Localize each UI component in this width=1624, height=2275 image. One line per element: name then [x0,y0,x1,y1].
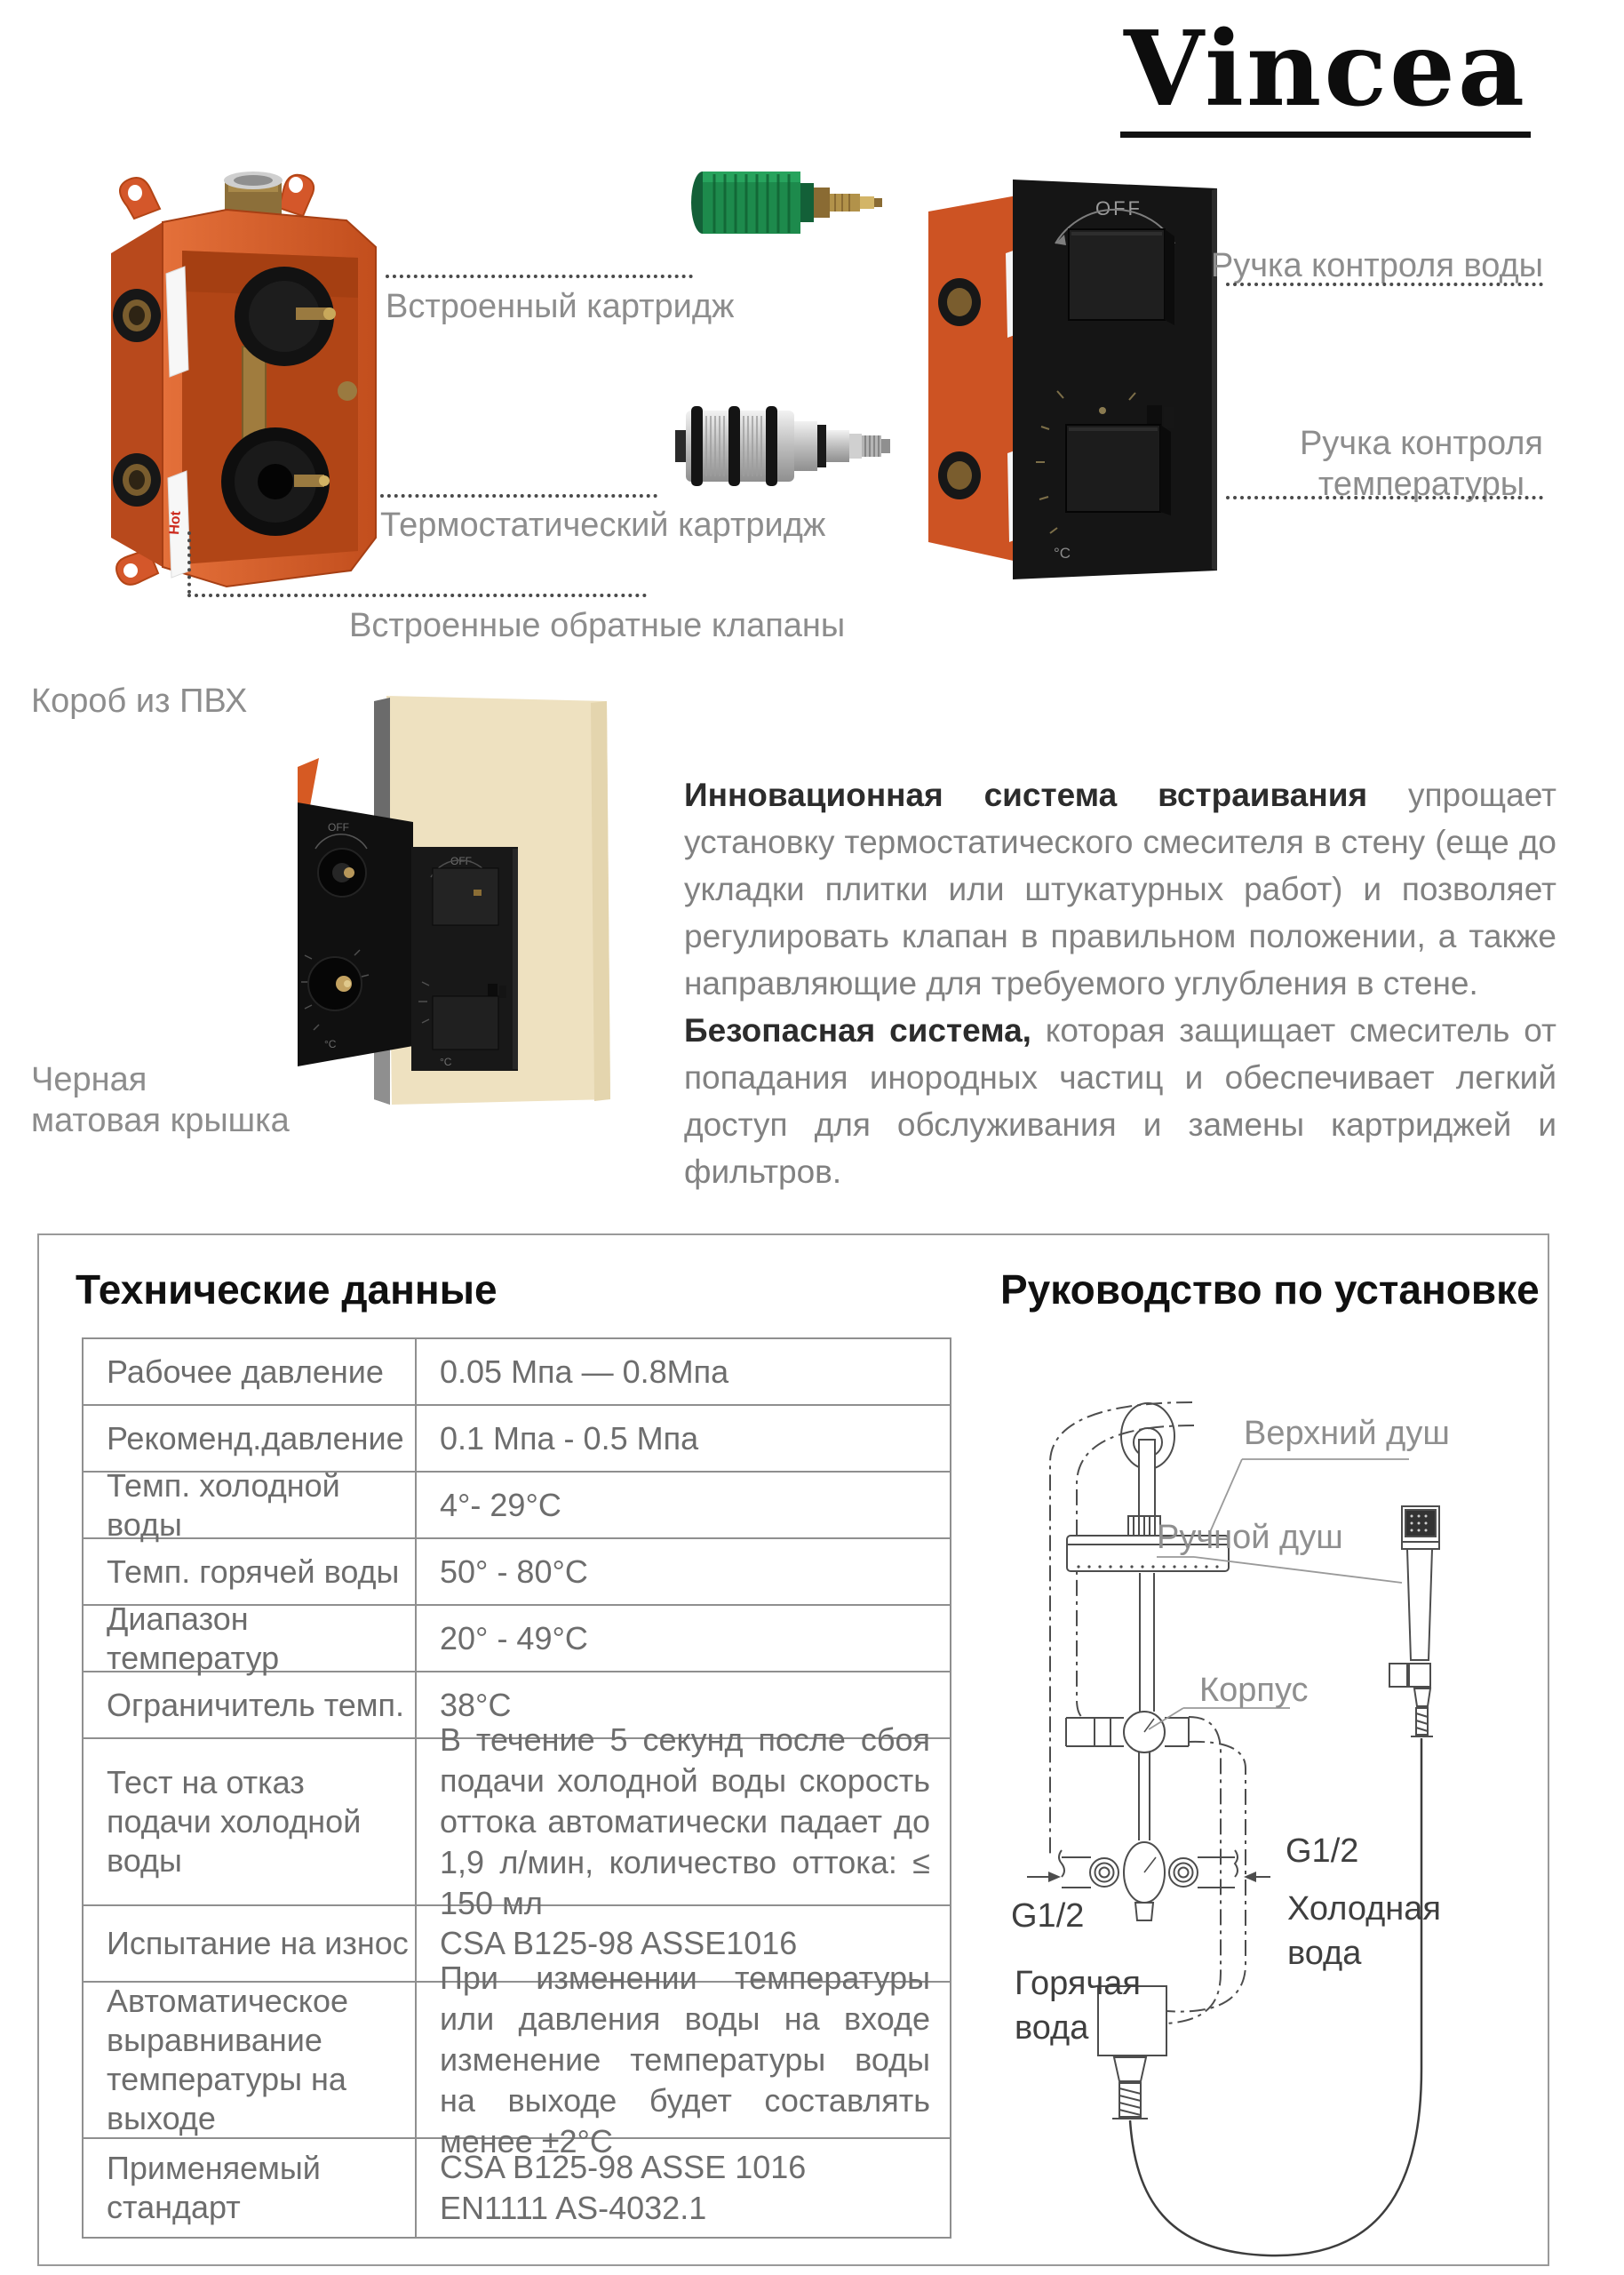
mixer-box-illustration [93,169,386,618]
spec-row [84,1600,950,1676]
label-hand-shower: Ручной душ [1157,1519,1343,1556]
label-g12-left: G1/2 [1011,1897,1085,1935]
svg-text:OFF: OFF [450,855,472,867]
spec-value: 4°- 29°C [440,1486,561,1523]
label-hot-water-1: Горячая [1015,1965,1141,2002]
spec-label: Тест на отказ подачи холодной воды [84,1739,417,1904]
brand-logo-underline [1120,132,1531,138]
spec-value: 20° - 49°C [440,1619,588,1656]
spec-value: При изменении температуры или давления воды на входе изменение температуры воды на выходе будет составлять менее ±2°C [440,1960,930,2159]
label-cold-water-2: вода [1287,1935,1362,1972]
label-thermostatic-cartridge: Термостатический картридж [380,507,826,544]
spec-value: 0.05 Мпа — 0.8Мпа [440,1353,729,1390]
spec-value: В течение 5 секунд после сбоя подачи холодной воды скорость оттока автоматически падает до 1,9 л/мин, количество оттока: ≤ 150 мл [440,1721,930,1921]
spec-label: Рекоменд.давление [84,1406,417,1471]
specs-title: Технические данные [76,1266,498,1313]
spec-label: Испытание на износ [84,1906,417,1981]
paragraph-safe-system: Безопасная система, которая защищает смеситель от попадания инородных частиц и обеспечивает легкий доступ для обслуживания и замены картриджей и фильтров. [684,1012,1556,1190]
spec-row [84,1960,950,2159]
spec-row [84,1339,950,1406]
leader-check-valves-vertical [187,531,191,594]
spec-label: Темп. горячей воды [84,1539,417,1604]
spec-label: Автоматическое выравнивание температуры на выходе [84,1983,417,2137]
built-in-cartridge-illustration [684,158,888,247]
exploded-install-illustration [298,689,617,1106]
paragraph-embedding-system: Инновационная система встраивания упрощает установку термостатического смесителя в стену (еще до укладки плитки или штукатурных работ) и позволяет регулировать клапан в правильном положении, а также направляющие для требуемого углубления в стене. [684,777,1556,1002]
spec-label: Диапазон температур [84,1606,417,1671]
label-g12-right: G1/2 [1286,1832,1359,1870]
svg-text:°C: °C [1054,545,1071,562]
spec-label: Темп. холодной воды [84,1473,417,1537]
installation-diagram [970,1351,1556,2266]
spec-row [84,1466,950,1543]
spec-label: Применяемый стандарт [84,2139,417,2237]
label-pvc-box: Короб из ПВХ [31,682,248,720]
spec-row [84,1539,950,1606]
svg-text:Hot: Hot [167,510,184,536]
svg-text:OFF: OFF [328,821,349,834]
svg-text:OFF: OFF [1095,197,1142,220]
description-text [684,771,1556,1195]
leader-check-valves [187,594,647,597]
label-cold-water-1: Холодная [1287,1890,1441,1928]
leader-thermostatic-cartridge [380,494,657,498]
installation-title: Руководство по установке [1000,1266,1540,1313]
spec-label: Ограничитель темп. [84,1672,417,1737]
svg-text:°C: °C [324,1038,337,1050]
spec-value: 0.1 Мпа - 0.5 Мпа [440,1419,699,1457]
label-matte-cover: Черная матовая крышка [31,1061,290,1139]
spec-value: CSA B125-98 ASSE 1016 EN1111 AS-4032.1 [440,2149,807,2226]
spec-row [84,1721,950,1921]
leader-built-in-cartridge [386,275,693,278]
label-hot-water-2: вода [1015,2009,1089,2047]
spec-value: 38°C [440,1686,512,1723]
label-built-in-cartridge: Встроенный картридж [386,288,735,325]
brand-logo: Vincea [1124,9,1527,130]
leader-water-handle [1226,283,1543,286]
label-body: Корпус [1199,1672,1309,1709]
leader-temp-handle [1226,496,1543,499]
spec-row [84,2139,950,2237]
label-check-valves: Встроенные обратные клапаны [349,607,846,644]
spec-value: 50° - 80°C [440,1553,588,1590]
label-temp-handle: Ручка контроля температуры [1299,425,1543,503]
control-panel-illustration [924,169,1226,582]
thermostatic-cartridge-illustration [673,384,904,508]
label-water-handle: Ручка контроля воды [1210,247,1543,284]
spec-row [84,1406,950,1473]
svg-text:°C: °C [440,1056,452,1068]
label-top-shower: Верхний душ [1244,1415,1450,1452]
spec-value: CSA B125-98 ASSE1016 [440,1925,798,1961]
spec-label: Рабочее давление [84,1339,417,1404]
specs-table [82,1337,951,2239]
